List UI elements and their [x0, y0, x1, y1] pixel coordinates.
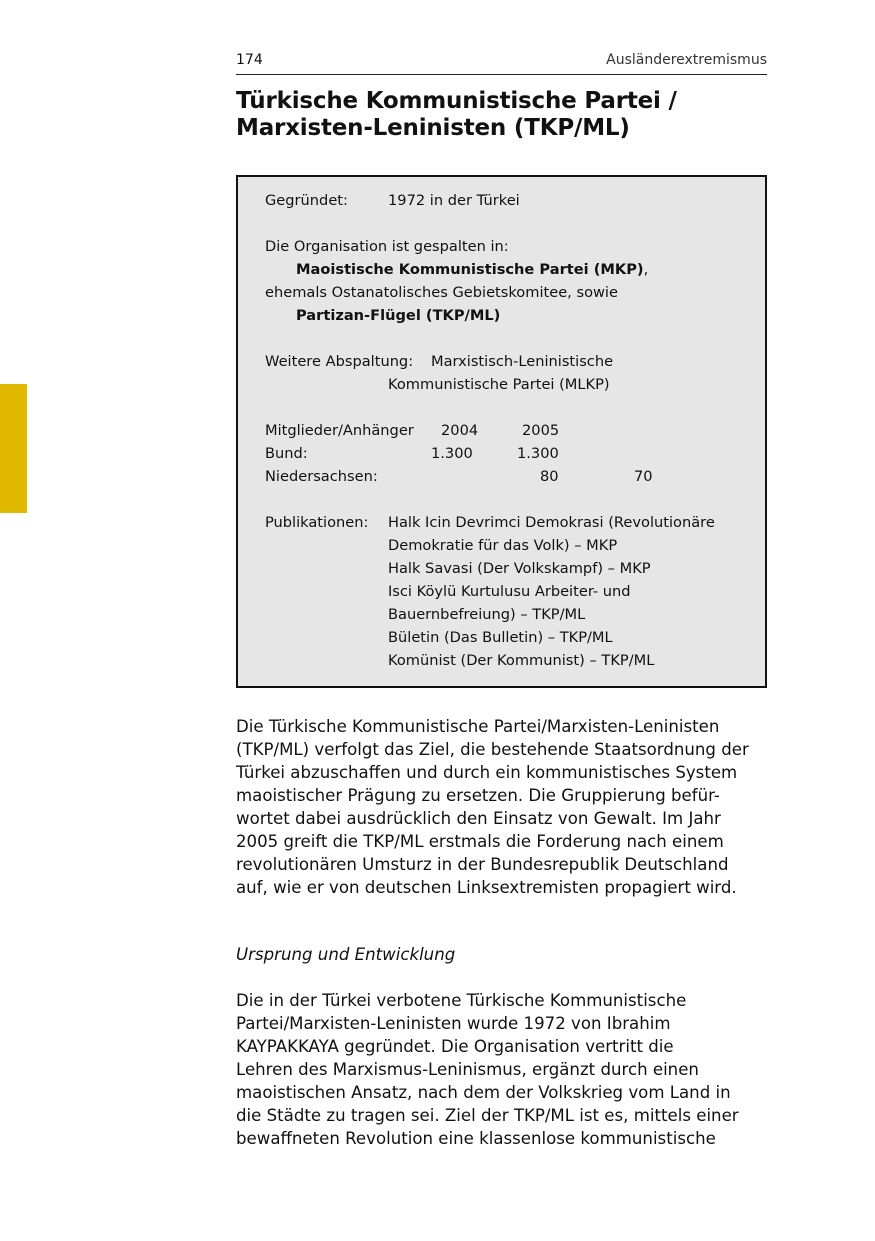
year-2005-header: 2005 — [522, 422, 560, 439]
members-label: Mitglieder/Anhänger — [265, 422, 414, 439]
paragraph-line: die Städte zu tragen sei. Ziel der TKP/ML ist es, mittels einer — [236, 1106, 739, 1125]
page-header — [236, 52, 767, 75]
page-number: 174 — [236, 52, 263, 68]
paragraph-line: Die Türkische Kommunistische Partei/Marxisten-Leninisten — [236, 717, 720, 736]
faction-1-suffix: , — [643, 261, 649, 278]
paragraph-line: Lehren des Marxismus-Leninismus, ergänzt durch einen — [236, 1060, 699, 1079]
further-split-line2: Kommunistische Partei (MLKP) — [388, 376, 610, 393]
paragraph-line: Partei/Marxisten-Leninisten wurde 1972 von Ibrahim — [236, 1014, 671, 1033]
page-title — [236, 88, 767, 142]
paragraph-line: revolutionären Umsturz in der Bundesrepublik Deutschland — [236, 855, 729, 874]
faction-1-name: Maoistische Kommunistische Partei (MKP) — [296, 261, 644, 278]
further-split-line1: Marxistisch-Leninistische — [431, 353, 614, 370]
info-box — [236, 175, 767, 688]
publication-line: Demokratie für das Volk) – MKP — [388, 537, 618, 554]
bund-2005: 1.300 — [517, 445, 559, 462]
split-intro: Die Organisation ist gespalten in: — [265, 238, 509, 255]
paragraph-line: Die in der Türkei verbotene Türkische Kommunistische — [236, 991, 687, 1010]
title-line: Türkische Kommunistische Partei / — [236, 88, 677, 114]
section-subheading: Ursprung und Entwicklung — [236, 945, 456, 964]
paragraph-line: (TKP/ML) verfolgt das Ziel, die bestehende Staatsordnung der — [236, 740, 749, 759]
year-2004-header: 2004 — [441, 422, 479, 439]
chapter-color-tab — [0, 384, 27, 513]
publications-label: Publikationen: — [265, 514, 369, 531]
publication-line: Bauernbefreiung) – TKP/ML — [388, 606, 586, 623]
further-split-label: Weitere Abspaltung: — [265, 353, 414, 370]
paragraph-line: wortet dabei ausdrücklich den Einsatz von Gewalt. Im Jahr — [236, 809, 721, 828]
title-line: Marxisten-Leninisten (TKP/ML) — [236, 115, 630, 141]
publication-line: Bületin (Das Bulletin) – TKP/ML — [388, 629, 613, 646]
bund-label: Bund: — [265, 445, 308, 462]
paragraph-line: maoistischer Prägung zu ersetzen. Die Gruppierung befür- — [236, 786, 720, 805]
faction-1 — [296, 258, 648, 281]
bund-2004: 1.300 — [431, 445, 473, 462]
faction-2: Partizan-Flügel (TKP/ML) — [296, 307, 501, 324]
nds-2005: 70 — [634, 468, 653, 485]
nds-2004: 80 — [540, 468, 559, 485]
founded-value: 1972 in der Türkei — [388, 192, 520, 209]
publication-line: Isci Köylü Kurtulusu Arbeiter- und — [388, 583, 631, 600]
nds-label: Niedersachsen: — [265, 468, 378, 485]
intro-paragraph — [236, 715, 776, 899]
faction-1-former: ehemals Ostanatolisches Gebietskomitee, sowie — [265, 284, 618, 301]
paragraph-line: 2005 greift die TKP/ML erstmals die Forderung nach einem — [236, 832, 724, 851]
publication-line: Halk Icin Devrimci Demokrasi (Revolutionäre — [388, 514, 715, 531]
paragraph-line: Türkei abzuschaffen und durch ein kommunistisches System — [236, 763, 738, 782]
paragraph-line: bewaffneten Revolution eine klassenlose kommunistische — [236, 1129, 716, 1148]
paragraph-line: KAYPAKKAYA gegründet. Die Organisation vertritt die — [236, 1037, 674, 1056]
publication-line: Komünist (Der Kommunist) – TKP/ML — [388, 652, 655, 669]
running-head: Ausländerextremismus — [606, 52, 767, 68]
founded-label: Gegründet: — [265, 192, 348, 209]
origin-paragraph — [236, 989, 776, 1150]
paragraph-line: maoistischen Ansatz, nach dem der Volkskrieg vom Land in — [236, 1083, 731, 1102]
paragraph-line: auf, wie er von deutschen Linksextremisten propagiert wird. — [236, 878, 737, 897]
publication-line: Halk Savasi (Der Volkskampf) – MKP — [388, 560, 651, 577]
